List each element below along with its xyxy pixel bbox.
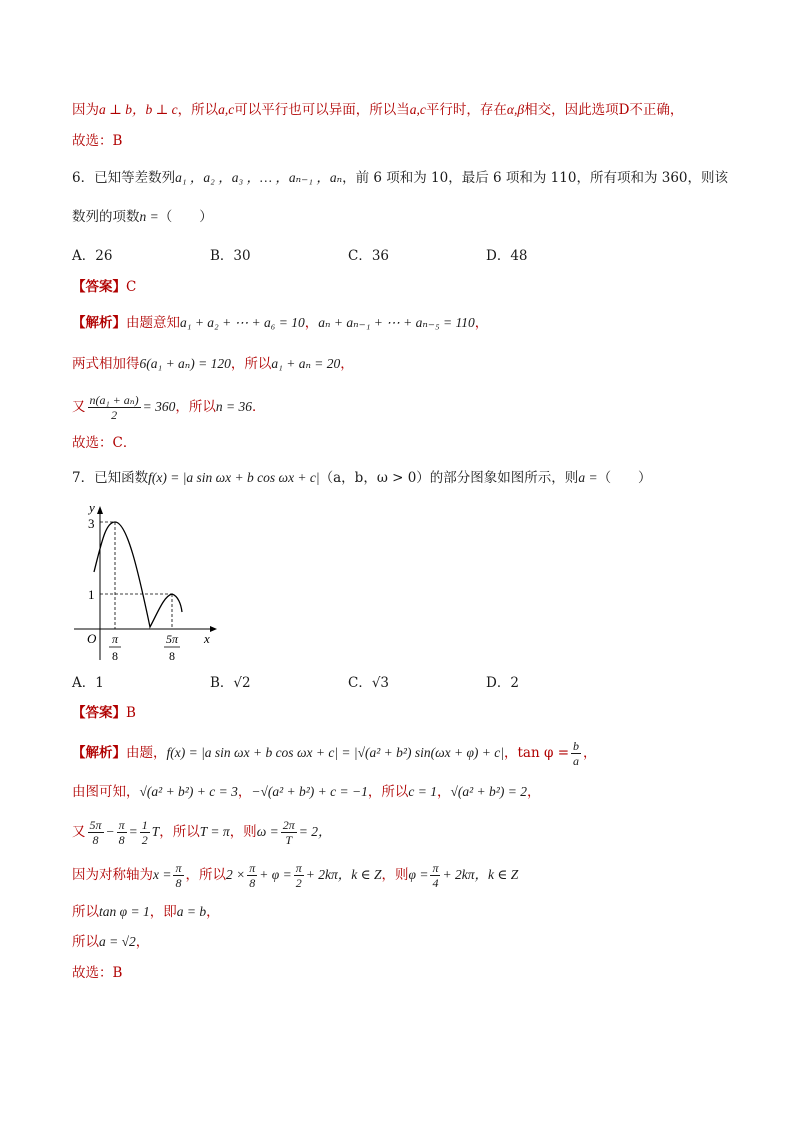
math: ，k ∈ Z	[474, 867, 519, 882]
q6-analysis-line3	[72, 390, 266, 424]
fraction	[88, 393, 141, 422]
math: a,c	[409, 102, 426, 117]
denominator: T	[285, 833, 293, 847]
text: 因为	[72, 102, 99, 118]
q6-final: 故选：C．	[72, 435, 137, 451]
text: 7．已知函数	[72, 470, 149, 486]
text: ，	[304, 315, 319, 331]
text: ，即	[149, 904, 177, 920]
denominator: 8	[175, 876, 182, 890]
q7-option-d: D．2	[486, 675, 519, 691]
fraction	[173, 861, 183, 890]
text: ，	[474, 315, 489, 331]
q7-analysis-line4	[72, 858, 518, 892]
numerator: π	[175, 861, 182, 875]
fraction	[117, 818, 127, 847]
math: a₁ + aₙ = 20	[271, 356, 341, 371]
x-label: x	[204, 631, 210, 646]
y-tick-3: 3	[88, 516, 95, 531]
math: + 2kπ	[305, 867, 338, 882]
q7-final: 故选：B	[72, 965, 123, 981]
denominator: 2	[111, 408, 118, 422]
analysis-tag: 【解析】	[72, 745, 126, 761]
text: 由题意知	[126, 315, 180, 331]
numerator: π	[295, 861, 302, 875]
text: ，	[206, 904, 220, 920]
math: −√(a² + b²) + c = −1	[251, 784, 368, 799]
text: ，	[135, 934, 150, 950]
text: ，所以	[159, 824, 200, 840]
text: ，所以	[185, 867, 226, 883]
fraction	[88, 818, 104, 847]
text: 又	[72, 824, 86, 840]
math: =	[128, 824, 138, 839]
q7-option-b: B．√2	[210, 675, 251, 691]
math: x =	[153, 867, 172, 882]
q6-option-d: D．48	[486, 248, 528, 264]
q7-analysis-line6	[72, 932, 149, 952]
y-axis-arrow	[97, 506, 103, 514]
math: tan φ = 1	[99, 904, 150, 919]
q7-option-c: C．√3	[348, 675, 390, 691]
origin-label: O	[87, 631, 97, 646]
q6-option-c: C．36	[348, 248, 390, 264]
fraction	[430, 861, 440, 890]
text: ．	[252, 399, 266, 415]
q6-stem-line1	[72, 168, 728, 188]
q7-stem	[72, 468, 652, 488]
text: ，	[583, 745, 597, 761]
math: a₁ + a₂ + ⋯ + a₆ = 10	[180, 315, 305, 330]
math: T	[151, 824, 160, 839]
math: + φ =	[259, 867, 292, 882]
denominator: a	[573, 754, 580, 768]
x-tick-2-num: 5π	[165, 632, 179, 646]
math: a ⊥ b，b ⊥ c	[99, 102, 178, 117]
math: √(a² + b²) = 2	[450, 784, 527, 799]
numerator: 5π	[89, 818, 102, 832]
denominator: 2	[141, 833, 148, 847]
denominator: 8	[249, 876, 256, 890]
math: a₁ ，a₂ ，a₃ ，… ，aₙ₋₁ ，aₙ	[175, 170, 343, 185]
text: ，所以	[177, 102, 219, 118]
math: √(a² + b²) + c = 3	[139, 784, 238, 799]
q6-stem-line2	[72, 207, 213, 227]
text: ，tan φ =	[504, 745, 570, 761]
q7-analysis-line5	[72, 902, 220, 922]
text: 因为对称轴为	[72, 867, 153, 883]
math: = 2，	[298, 824, 332, 839]
math: 6(a₁ + aₙ) = 120	[139, 356, 231, 371]
q7-answer-line	[72, 703, 136, 723]
q7-option-a: A．1	[72, 675, 104, 691]
math: = 360	[142, 399, 176, 414]
q7-analysis-line2	[72, 782, 540, 802]
text: ，所以	[175, 399, 216, 415]
math: f(x) = |a sin ωx + b cos ωx + c| = |√(a² + b²) sin(ωx + φ) + c|	[166, 745, 504, 760]
q6-answer-line	[72, 277, 136, 297]
x-axis-arrow	[210, 626, 217, 632]
function-graph	[72, 500, 222, 665]
q5-reason-line	[72, 100, 683, 120]
math: 2 ×	[226, 867, 246, 882]
q6-analysis-line2	[72, 354, 354, 374]
denominator: 8	[118, 833, 125, 847]
text: 两式相加得	[72, 356, 140, 372]
math: a = √2	[99, 934, 136, 949]
math: n =	[139, 209, 159, 224]
math: α,β	[506, 102, 525, 117]
math: ，k ∈ Z	[337, 867, 382, 882]
text: 平行时，存在	[425, 102, 507, 118]
math: φ =	[408, 867, 429, 882]
math: T = π	[199, 824, 230, 839]
text: 数列的项数	[72, 209, 140, 225]
text: （ ）	[158, 209, 213, 225]
x-tick-1-num: π	[111, 632, 119, 646]
text: 由图可知，	[72, 784, 140, 800]
denominator: 8	[92, 833, 99, 847]
x-tick-1-den: 8	[112, 649, 118, 663]
text: （a，b，ω > 0）的部分图象如图所示，则	[319, 470, 579, 486]
text: ，则	[229, 824, 257, 840]
text: ，	[340, 356, 354, 372]
math: a =	[578, 470, 598, 485]
fraction	[247, 861, 257, 890]
x-tick-2-den: 8	[169, 649, 175, 663]
math: −	[105, 824, 115, 839]
answer-value: C	[126, 279, 137, 295]
numerator: 1	[141, 818, 148, 832]
analysis-tag: 【解析】	[72, 315, 126, 331]
q7-analysis-line1	[72, 736, 597, 770]
text: ，	[237, 784, 252, 800]
math: a,c	[218, 102, 235, 117]
numerator: π	[249, 861, 256, 875]
denominator: 4	[432, 876, 439, 890]
text: 6．已知等差数列	[72, 170, 176, 186]
fraction	[281, 818, 297, 847]
text: ，	[436, 784, 451, 800]
numerator: b	[573, 739, 580, 753]
text: 所以	[72, 904, 99, 920]
answer-tag: 【答案】	[72, 279, 126, 295]
q7-analysis-line3	[72, 815, 331, 849]
math: n = 36	[215, 399, 252, 414]
fraction	[140, 818, 150, 847]
text: ，所以	[230, 356, 272, 372]
text: ，前 6 项和为 10，最后 6 项和为 110，所有项和为 360，则该	[342, 170, 729, 186]
numerator: n(a₁ + aₙ)	[89, 393, 139, 407]
answer-tag: 【答案】	[72, 705, 126, 721]
text: ，所以	[367, 784, 409, 800]
math: f(x) = |a sin ωx + b cos ωx + c|	[148, 470, 320, 485]
text: 相交，因此选项D不正确，	[524, 102, 684, 118]
text: （ ）	[597, 470, 652, 486]
q6-option-b: B．30	[210, 248, 251, 264]
fraction	[294, 861, 304, 890]
math: aₙ + aₙ₋₁ + ⋯ + aₙ₋₅ = 110	[318, 315, 475, 330]
y-label: y	[89, 500, 95, 515]
text: ，	[526, 784, 541, 800]
q5-answer: 故选：B	[72, 133, 123, 149]
curve	[94, 522, 182, 627]
text: 由题，	[126, 745, 167, 761]
numerator: π	[118, 818, 125, 832]
y-tick-1: 1	[88, 587, 95, 602]
math: a = b	[176, 904, 207, 919]
fraction	[571, 739, 581, 768]
q6-option-a: A．26	[72, 248, 113, 264]
text: ，则	[381, 867, 409, 883]
math: c = 1	[408, 784, 437, 799]
text: 可以平行也可以异面，所以当	[234, 102, 410, 118]
denominator: 2	[295, 876, 302, 890]
text: 又	[72, 399, 86, 415]
q6-analysis-line1	[72, 313, 488, 333]
math: ω =	[256, 824, 279, 839]
answer-value: B	[126, 705, 136, 721]
text: 所以	[72, 934, 99, 950]
numerator: 2π	[282, 818, 295, 832]
math: + 2kπ	[442, 867, 475, 882]
numerator: π	[432, 861, 439, 875]
